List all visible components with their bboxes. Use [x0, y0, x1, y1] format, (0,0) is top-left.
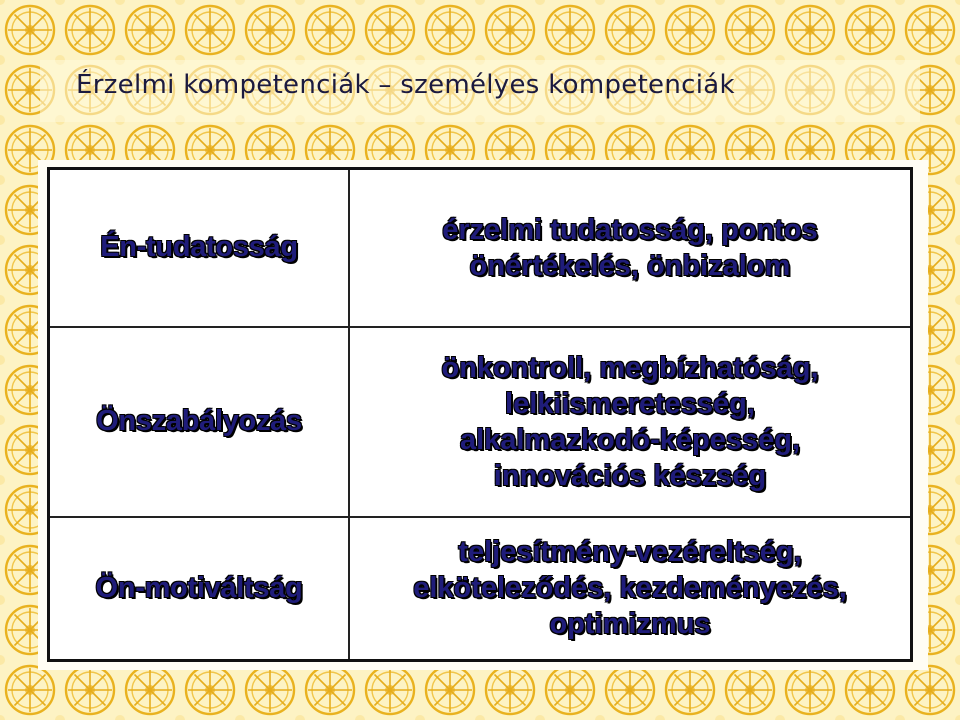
description-line: innovációs készség — [493, 459, 767, 492]
row-description-self-awareness — [349, 169, 912, 327]
row-label-self-regulation: Önszabályozás — [49, 327, 350, 517]
table-row — [49, 327, 912, 517]
description-line: lelkiismeretesség, — [505, 387, 755, 420]
row-label-self-motivation: Ön-motiváltság — [49, 517, 350, 661]
table-row — [49, 169, 912, 327]
description-line: optimizmus — [549, 608, 711, 641]
row-description-self-regulation — [349, 327, 912, 517]
description-line: érzelmi tudatosság, pontos — [442, 213, 818, 246]
description-line: elköteleződés, kezdeményezés, — [413, 572, 847, 605]
competency-table — [47, 167, 913, 662]
description-line: alkalmazkodó-képesség, — [459, 423, 801, 456]
row-label-self-awareness: Én-tudatosság — [49, 169, 350, 327]
table-row — [49, 517, 912, 661]
description-line: önértékelés, önbizalom — [469, 249, 791, 282]
row-description-self-motivation — [349, 517, 912, 661]
description-line: önkontroll, megbízhatóság, — [441, 351, 819, 384]
description-line: teljesítmény-vezéreltség, — [458, 536, 802, 569]
slide-title: Érzelmi kompetenciák – személyes kompetenciák — [76, 70, 735, 100]
